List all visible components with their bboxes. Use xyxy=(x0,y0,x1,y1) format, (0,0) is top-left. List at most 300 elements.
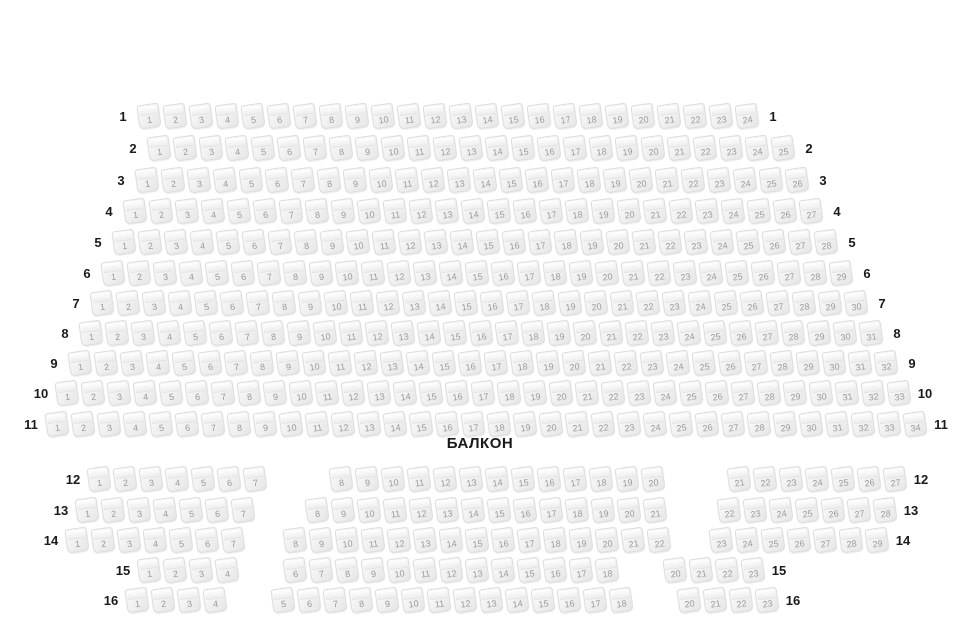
seat[interactable] xyxy=(93,350,118,377)
seat[interactable] xyxy=(564,411,589,438)
seat[interactable] xyxy=(348,587,373,614)
seat[interactable] xyxy=(434,198,459,225)
seat[interactable] xyxy=(756,380,781,407)
seat[interactable] xyxy=(174,198,199,225)
seat[interactable] xyxy=(778,466,803,493)
seat[interactable] xyxy=(676,587,701,614)
seat[interactable] xyxy=(418,380,443,407)
seat[interactable] xyxy=(656,103,681,130)
seat[interactable] xyxy=(375,290,400,317)
seat[interactable] xyxy=(804,466,829,493)
seat[interactable] xyxy=(590,497,615,524)
seat[interactable] xyxy=(694,411,719,438)
seat[interactable] xyxy=(134,167,159,194)
seat[interactable] xyxy=(726,466,751,493)
seat[interactable] xyxy=(672,260,697,287)
seat[interactable] xyxy=(464,557,489,584)
seat[interactable] xyxy=(720,198,745,225)
seat[interactable] xyxy=(138,466,163,493)
seat[interactable] xyxy=(304,497,329,524)
seat[interactable] xyxy=(464,527,489,554)
seat[interactable] xyxy=(496,380,521,407)
seat[interactable] xyxy=(608,587,633,614)
seat[interactable] xyxy=(791,290,816,317)
seat[interactable] xyxy=(876,411,901,438)
seat[interactable] xyxy=(494,320,519,347)
seat[interactable] xyxy=(212,167,237,194)
seat[interactable] xyxy=(444,380,469,407)
seat[interactable] xyxy=(308,527,333,554)
seat[interactable] xyxy=(319,229,344,256)
seat[interactable] xyxy=(668,198,693,225)
seat[interactable] xyxy=(160,167,185,194)
seat[interactable] xyxy=(408,411,433,438)
seat[interactable] xyxy=(812,527,837,554)
seat[interactable] xyxy=(817,290,842,317)
seat[interactable] xyxy=(396,103,421,130)
seat[interactable] xyxy=(624,320,649,347)
seat[interactable] xyxy=(432,135,457,162)
seat[interactable] xyxy=(776,260,801,287)
seat[interactable] xyxy=(432,466,457,493)
seat[interactable] xyxy=(330,497,355,524)
seat[interactable] xyxy=(505,290,530,317)
seat[interactable] xyxy=(342,167,367,194)
seat[interactable] xyxy=(782,380,807,407)
seat[interactable] xyxy=(590,411,615,438)
seat[interactable] xyxy=(784,167,809,194)
seat[interactable] xyxy=(830,466,855,493)
seat[interactable] xyxy=(264,167,289,194)
seat[interactable] xyxy=(568,260,593,287)
seat[interactable] xyxy=(500,103,525,130)
seat[interactable] xyxy=(616,411,641,438)
seat[interactable] xyxy=(282,527,307,554)
seat[interactable] xyxy=(137,229,162,256)
seat[interactable] xyxy=(356,198,381,225)
seat[interactable] xyxy=(564,497,589,524)
seat[interactable] xyxy=(587,350,612,377)
seat[interactable] xyxy=(808,380,833,407)
seat[interactable] xyxy=(163,229,188,256)
seat[interactable] xyxy=(709,229,734,256)
seat[interactable] xyxy=(568,527,593,554)
seat[interactable] xyxy=(704,380,729,407)
seat[interactable] xyxy=(270,587,295,614)
seat[interactable] xyxy=(438,527,463,554)
seat[interactable] xyxy=(654,167,679,194)
seat[interactable] xyxy=(769,350,794,377)
seat[interactable] xyxy=(434,497,459,524)
seat[interactable] xyxy=(252,198,277,225)
seat[interactable] xyxy=(642,198,667,225)
seat[interactable] xyxy=(426,587,451,614)
seat[interactable] xyxy=(604,103,629,130)
seat[interactable] xyxy=(718,135,743,162)
seat[interactable] xyxy=(743,350,768,377)
seat[interactable] xyxy=(392,380,417,407)
seat[interactable] xyxy=(288,380,313,407)
seat[interactable] xyxy=(734,103,759,130)
seat[interactable] xyxy=(746,198,771,225)
seat[interactable] xyxy=(620,260,645,287)
seat[interactable] xyxy=(824,411,849,438)
seat[interactable] xyxy=(542,557,567,584)
seat[interactable] xyxy=(501,229,526,256)
seat[interactable] xyxy=(730,380,755,407)
seat[interactable] xyxy=(260,320,285,347)
seat[interactable] xyxy=(360,557,385,584)
seat[interactable] xyxy=(739,290,764,317)
seat[interactable] xyxy=(772,411,797,438)
seat[interactable] xyxy=(245,290,270,317)
seat[interactable] xyxy=(401,290,426,317)
seat[interactable] xyxy=(122,411,147,438)
seat[interactable] xyxy=(847,350,872,377)
seat[interactable] xyxy=(124,587,149,614)
seat[interactable] xyxy=(80,380,105,407)
seat[interactable] xyxy=(453,290,478,317)
seat[interactable] xyxy=(510,466,535,493)
seat[interactable] xyxy=(208,320,233,347)
seat[interactable] xyxy=(190,466,215,493)
seat[interactable] xyxy=(846,497,871,524)
seat[interactable] xyxy=(524,167,549,194)
seat[interactable] xyxy=(234,320,259,347)
seat[interactable] xyxy=(758,167,783,194)
seat[interactable] xyxy=(330,411,355,438)
seat[interactable] xyxy=(215,229,240,256)
seat[interactable] xyxy=(609,290,634,317)
seat[interactable] xyxy=(390,320,415,347)
seat[interactable] xyxy=(578,103,603,130)
seat[interactable] xyxy=(486,497,511,524)
seat[interactable] xyxy=(713,290,738,317)
seat[interactable] xyxy=(838,527,863,554)
seat[interactable] xyxy=(620,527,645,554)
seat[interactable] xyxy=(457,350,482,377)
seat[interactable] xyxy=(698,260,723,287)
seat[interactable] xyxy=(594,527,619,554)
seat[interactable] xyxy=(490,260,515,287)
seat[interactable] xyxy=(449,229,474,256)
seat[interactable] xyxy=(90,527,115,554)
seat[interactable] xyxy=(224,135,249,162)
seat[interactable] xyxy=(662,557,687,584)
seat[interactable] xyxy=(266,103,291,130)
seat[interactable] xyxy=(557,290,582,317)
seat[interactable] xyxy=(167,290,192,317)
seat[interactable] xyxy=(136,557,161,584)
seat[interactable] xyxy=(787,229,812,256)
seat[interactable] xyxy=(202,587,227,614)
seat[interactable] xyxy=(198,135,223,162)
seat[interactable] xyxy=(786,527,811,554)
seat[interactable] xyxy=(323,290,348,317)
seat[interactable] xyxy=(556,587,581,614)
seat[interactable] xyxy=(216,466,241,493)
seat[interactable] xyxy=(182,320,207,347)
seat[interactable] xyxy=(78,320,103,347)
seat[interactable] xyxy=(542,527,567,554)
seat[interactable] xyxy=(843,290,868,317)
seat[interactable] xyxy=(214,557,239,584)
seat[interactable] xyxy=(734,527,759,554)
seat[interactable] xyxy=(158,380,183,407)
seat[interactable] xyxy=(380,135,405,162)
seat[interactable] xyxy=(542,260,567,287)
seat[interactable] xyxy=(431,350,456,377)
seat[interactable] xyxy=(594,557,619,584)
seat[interactable] xyxy=(702,320,727,347)
seat[interactable] xyxy=(318,103,343,130)
seat[interactable] xyxy=(882,466,907,493)
seat[interactable] xyxy=(412,527,437,554)
seat[interactable] xyxy=(474,103,499,130)
seat[interactable] xyxy=(386,557,411,584)
seat[interactable] xyxy=(531,290,556,317)
seat[interactable] xyxy=(304,198,329,225)
seat[interactable] xyxy=(486,411,511,438)
seat[interactable] xyxy=(798,198,823,225)
seat[interactable] xyxy=(438,557,463,584)
seat[interactable] xyxy=(740,557,765,584)
seat[interactable] xyxy=(761,229,786,256)
seat[interactable] xyxy=(380,466,405,493)
seat[interactable] xyxy=(717,350,742,377)
seat[interactable] xyxy=(642,497,667,524)
seat[interactable] xyxy=(602,167,627,194)
seat[interactable] xyxy=(728,587,753,614)
seat[interactable] xyxy=(538,411,563,438)
seat[interactable] xyxy=(702,587,727,614)
seat[interactable] xyxy=(590,198,615,225)
seat[interactable] xyxy=(646,527,671,554)
seat[interactable] xyxy=(194,527,219,554)
seat[interactable] xyxy=(275,350,300,377)
seat[interactable] xyxy=(146,135,171,162)
seat[interactable] xyxy=(708,103,733,130)
seat[interactable] xyxy=(460,497,485,524)
seat[interactable] xyxy=(345,229,370,256)
seat[interactable] xyxy=(86,466,111,493)
seat[interactable] xyxy=(200,411,225,438)
seat[interactable] xyxy=(184,380,209,407)
seat[interactable] xyxy=(640,466,665,493)
seat[interactable] xyxy=(267,229,292,256)
seat[interactable] xyxy=(278,198,303,225)
seat[interactable] xyxy=(371,229,396,256)
seat[interactable] xyxy=(864,527,889,554)
seat[interactable] xyxy=(116,527,141,554)
seat[interactable] xyxy=(111,229,136,256)
seat[interactable] xyxy=(546,320,571,347)
seat[interactable] xyxy=(613,350,638,377)
seat[interactable] xyxy=(512,411,537,438)
seat[interactable] xyxy=(271,290,296,317)
seat[interactable] xyxy=(256,260,281,287)
seat[interactable] xyxy=(509,350,534,377)
seat[interactable] xyxy=(628,167,653,194)
seat[interactable] xyxy=(732,167,757,194)
seat[interactable] xyxy=(70,411,95,438)
seat[interactable] xyxy=(219,290,244,317)
seat[interactable] xyxy=(438,260,463,287)
seat[interactable] xyxy=(460,198,485,225)
seat[interactable] xyxy=(550,167,575,194)
seat[interactable] xyxy=(520,320,545,347)
seat[interactable] xyxy=(512,198,537,225)
seat[interactable] xyxy=(148,198,173,225)
seat[interactable] xyxy=(746,411,771,438)
seat[interactable] xyxy=(297,290,322,317)
seat[interactable] xyxy=(820,497,845,524)
seat[interactable] xyxy=(635,290,660,317)
seat[interactable] xyxy=(538,198,563,225)
seat[interactable] xyxy=(334,557,359,584)
seat[interactable] xyxy=(136,103,161,130)
seat[interactable] xyxy=(308,557,333,584)
seat[interactable] xyxy=(328,135,353,162)
seat[interactable] xyxy=(806,320,831,347)
seat[interactable] xyxy=(334,527,359,554)
seat[interactable] xyxy=(412,557,437,584)
seat[interactable] xyxy=(74,497,99,524)
seat[interactable] xyxy=(214,103,239,130)
seat[interactable] xyxy=(536,466,561,493)
seat[interactable] xyxy=(666,135,691,162)
seat[interactable] xyxy=(408,497,433,524)
seat[interactable] xyxy=(535,350,560,377)
seat[interactable] xyxy=(252,411,277,438)
seat[interactable] xyxy=(354,466,379,493)
seat[interactable] xyxy=(302,135,327,162)
seat[interactable] xyxy=(126,260,151,287)
seat[interactable] xyxy=(370,103,395,130)
seat[interactable] xyxy=(470,380,495,407)
seat[interactable] xyxy=(668,411,693,438)
seat[interactable] xyxy=(478,587,503,614)
seat[interactable] xyxy=(605,229,630,256)
seat[interactable] xyxy=(600,380,625,407)
seat[interactable] xyxy=(223,350,248,377)
seat[interactable] xyxy=(498,167,523,194)
seat[interactable] xyxy=(639,350,664,377)
seat[interactable] xyxy=(189,229,214,256)
seat[interactable] xyxy=(642,411,667,438)
seat[interactable] xyxy=(162,103,187,130)
seat[interactable] xyxy=(400,587,425,614)
seat[interactable] xyxy=(856,466,881,493)
seat[interactable] xyxy=(564,198,589,225)
seat[interactable] xyxy=(162,557,187,584)
seat[interactable] xyxy=(226,198,251,225)
seat[interactable] xyxy=(353,350,378,377)
seat[interactable] xyxy=(220,527,245,554)
seat[interactable] xyxy=(164,466,189,493)
seat[interactable] xyxy=(682,103,707,130)
seat[interactable] xyxy=(834,380,859,407)
seat[interactable] xyxy=(770,135,795,162)
seat[interactable] xyxy=(338,320,363,347)
seat[interactable] xyxy=(665,350,690,377)
seat[interactable] xyxy=(327,350,352,377)
seat[interactable] xyxy=(386,527,411,554)
seat[interactable] xyxy=(858,320,883,347)
seat[interactable] xyxy=(522,380,547,407)
seat[interactable] xyxy=(772,198,797,225)
seat[interactable] xyxy=(89,290,114,317)
seat[interactable] xyxy=(210,380,235,407)
seat[interactable] xyxy=(122,198,147,225)
seat[interactable] xyxy=(574,380,599,407)
seat[interactable] xyxy=(119,350,144,377)
seat[interactable] xyxy=(516,260,541,287)
seat[interactable] xyxy=(416,320,441,347)
seat[interactable] xyxy=(873,350,898,377)
seat[interactable] xyxy=(314,380,339,407)
seat[interactable] xyxy=(828,260,853,287)
seat[interactable] xyxy=(405,350,430,377)
seat[interactable] xyxy=(126,497,151,524)
seat[interactable] xyxy=(512,497,537,524)
seat[interactable] xyxy=(530,587,555,614)
seat[interactable] xyxy=(708,527,733,554)
seat[interactable] xyxy=(886,380,911,407)
seat[interactable] xyxy=(486,198,511,225)
seat[interactable] xyxy=(650,320,675,347)
seat[interactable] xyxy=(572,320,597,347)
seat[interactable] xyxy=(200,198,225,225)
seat[interactable] xyxy=(716,497,741,524)
seat[interactable] xyxy=(360,260,385,287)
seat[interactable] xyxy=(720,411,745,438)
seat[interactable] xyxy=(582,587,607,614)
seat[interactable] xyxy=(366,380,391,407)
seat[interactable] xyxy=(112,466,137,493)
seat[interactable] xyxy=(760,527,785,554)
seat[interactable] xyxy=(735,229,760,256)
seat[interactable] xyxy=(657,229,682,256)
seat[interactable] xyxy=(54,380,79,407)
seat[interactable] xyxy=(752,466,777,493)
seat[interactable] xyxy=(145,350,170,377)
seat[interactable] xyxy=(408,198,433,225)
seat[interactable] xyxy=(156,320,181,347)
seat[interactable] xyxy=(188,103,213,130)
seat[interactable] xyxy=(765,290,790,317)
seat[interactable] xyxy=(296,587,321,614)
seat[interactable] xyxy=(142,527,167,554)
seat[interactable] xyxy=(588,135,613,162)
seat[interactable] xyxy=(694,198,719,225)
seat[interactable] xyxy=(536,135,561,162)
seat[interactable] xyxy=(176,587,201,614)
seat[interactable] xyxy=(490,527,515,554)
seat[interactable] xyxy=(484,135,509,162)
seat[interactable] xyxy=(100,497,125,524)
seat[interactable] xyxy=(616,198,641,225)
seat[interactable] xyxy=(204,260,229,287)
seat[interactable] xyxy=(406,135,431,162)
seat[interactable] xyxy=(821,350,846,377)
seat[interactable] xyxy=(652,380,677,407)
seat[interactable] xyxy=(680,167,705,194)
seat[interactable] xyxy=(902,411,927,438)
seat[interactable] xyxy=(490,557,515,584)
seat[interactable] xyxy=(552,103,577,130)
seat[interactable] xyxy=(397,229,422,256)
